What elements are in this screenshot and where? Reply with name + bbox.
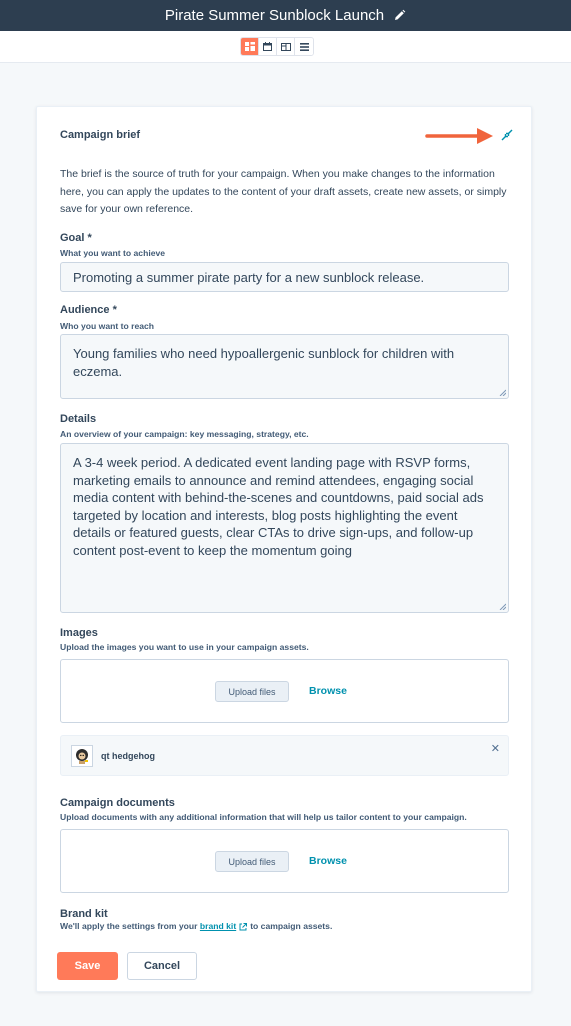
details-textarea[interactable]: [60, 443, 509, 613]
images-label: Images: [60, 627, 98, 639]
hedgehog-thumbnail: [71, 745, 93, 767]
resize-handle-icon[interactable]: [499, 389, 506, 396]
audience-label: Audience *: [60, 304, 117, 316]
documents-browse-link[interactable]: Browse: [309, 855, 347, 867]
audience-textarea[interactable]: [60, 334, 509, 399]
board-view-icon: [245, 42, 255, 51]
brand-kit-text: [60, 921, 332, 931]
brand-kit-text-after: to campaign assets.: [250, 921, 333, 931]
split-view-button[interactable]: [277, 38, 295, 55]
split-view-icon: [281, 43, 291, 51]
campaign-brief-card: [36, 106, 532, 992]
documents-label: Campaign documents: [60, 797, 175, 809]
images-upload-button[interactable]: Upload files: [215, 681, 289, 702]
details-help: An overview of your campaign: key messaging, strategy, etc.: [60, 429, 309, 439]
details-label: Details: [60, 413, 97, 425]
calendar-view-button[interactable]: [259, 38, 277, 55]
image-file-name: qt hedgehog: [101, 751, 155, 761]
brand-kit-link[interactable]: brand kit: [199, 921, 237, 931]
pencil-icon[interactable]: [393, 9, 406, 22]
arrow-annotation-icon: [425, 125, 497, 147]
board-view-button[interactable]: [241, 38, 259, 55]
brand-kit-text-before: We'll apply the settings from your: [60, 921, 198, 931]
calendar-view-icon: [263, 42, 272, 51]
collapse-arrows-icon[interactable]: [501, 129, 513, 141]
save-button[interactable]: Save: [57, 952, 118, 980]
documents-dropzone[interactable]: [60, 829, 509, 893]
view-toolbar: [0, 31, 571, 63]
goal-label: Goal *: [60, 232, 92, 244]
goal-help: What you want to achieve: [60, 248, 166, 258]
view-switcher: [240, 37, 314, 56]
uploaded-image-item: [60, 735, 509, 776]
list-view-button[interactable]: [295, 38, 313, 55]
documents-help: Upload documents with any additional information that will help us tailor content to your campaign.: [60, 812, 467, 822]
close-icon[interactable]: ✕: [490, 743, 500, 755]
images-browse-link[interactable]: Browse: [309, 685, 347, 697]
campaign-title: Pirate Summer Sunblock Launch: [164, 7, 385, 24]
external-link-icon[interactable]: [239, 923, 247, 931]
brief-intro-text: The brief is the source of truth for your campaign. When you make changes to the information here, you can apply the updates to the content of your draft assets, create new assets, or simply save for your own reference.: [60, 168, 507, 215]
card-title: Campaign brief: [60, 129, 141, 141]
documents-upload-button[interactable]: Upload files: [215, 851, 289, 872]
goal-input[interactable]: Promoting a summer pirate party for a new sunblock release.: [60, 262, 509, 292]
audience-help: Who you want to reach: [60, 321, 155, 331]
brand-kit-label: Brand kit: [60, 908, 108, 920]
details-value: A 3-4 week period. A dedicated event landing page with RSVP forms, marketing emails to announce and remind attendees, engaging social media content with behind-the-scenes and countdowns, paid social ads targeted by location and interests, blog posts highlighting the event details or featured guests, clear CTAs to drive sign-ups, and follow-up content post-event to keep the momentum going: [73, 455, 484, 558]
resize-handle-icon[interactable]: [499, 603, 506, 610]
cancel-button[interactable]: Cancel: [127, 952, 197, 980]
images-dropzone[interactable]: [60, 659, 509, 723]
images-help: Upload the images you want to use in your campaign assets.: [60, 642, 309, 652]
audience-value: Young families who need hypoallergenic sunblock for children with eczema.: [73, 346, 455, 379]
list-view-icon: [300, 43, 309, 51]
campaign-header: [0, 0, 571, 31]
